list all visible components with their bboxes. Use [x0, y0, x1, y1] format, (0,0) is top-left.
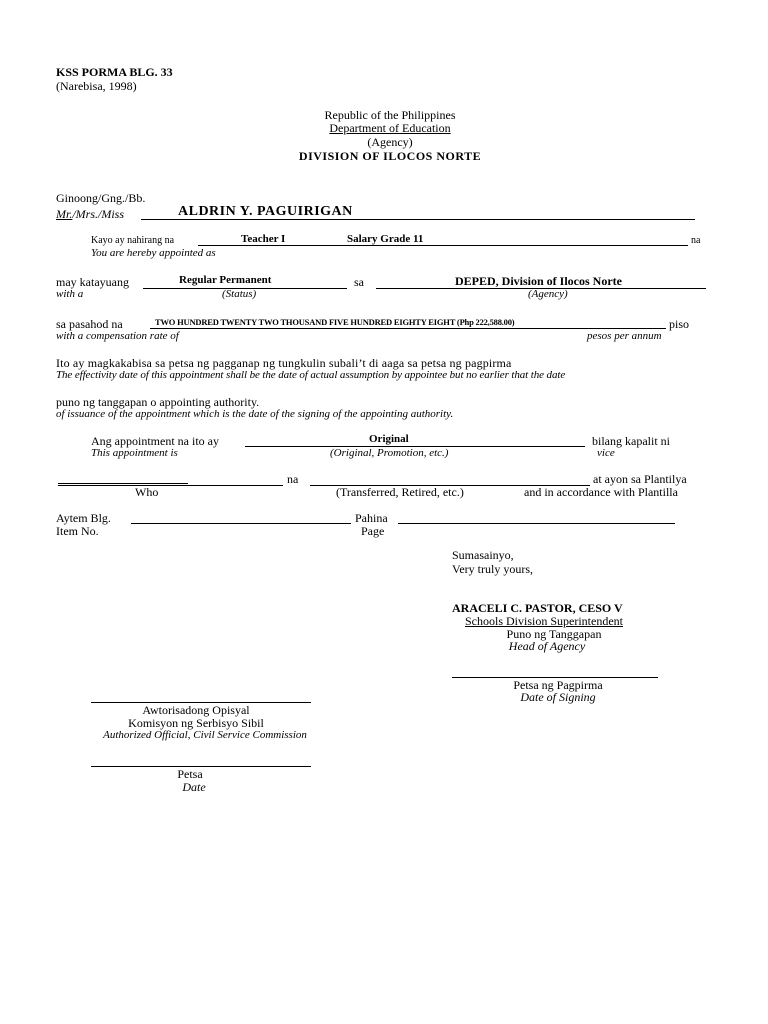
- status-value: Regular Permanent: [179, 274, 272, 286]
- salutation-line: Ginoong/Gng./Bb.: [56, 191, 146, 205]
- appointment-intro-en: You are hereby appointed as: [91, 247, 216, 259]
- who-na: na: [287, 472, 299, 486]
- csc-komisyon: Komisyon ng Serbisyo Sibil: [128, 716, 264, 730]
- compensation-label-en: with a compensation rate of: [56, 330, 179, 342]
- agency-value: DEPED, Division of Ilocos Norte: [455, 274, 622, 288]
- csc-authorized-en: Authorized Official, Civil Service Commission: [103, 729, 307, 741]
- nature-vice: vice: [597, 447, 615, 459]
- compensation-line: [150, 328, 666, 329]
- csc-awtorisado: Awtorisadong Opisyal: [142, 703, 250, 717]
- closing-very-truly: Very truly yours,: [452, 562, 533, 576]
- nature-label-en: This appointment is: [91, 447, 178, 459]
- signatory-head: Head of Agency: [508, 639, 586, 653]
- position-value: Teacher I: [241, 233, 286, 245]
- salary-grade-value: Salary Grade 11: [347, 233, 424, 245]
- header-division: DIVISION OF ILOCOS NORTE: [298, 149, 482, 163]
- effectivity-tl: Ito ay magkakabisa sa petsa ng pagganap ng tungkulin subali’t di aaga sa petsa ng pagpirma: [56, 356, 512, 370]
- form-revision: (Narebisa, 1998): [56, 79, 137, 93]
- nature-bilang: bilang kapalit ni: [592, 434, 670, 448]
- header-department: Department of Education: [329, 121, 451, 135]
- salutation-prefix: Mr./Mrs./Miss: [56, 207, 125, 221]
- nature-label: Ang appointment na ito ay: [91, 434, 219, 448]
- appointee-name: ALDRIN Y. PAGUIRIGAN: [178, 204, 353, 219]
- status-caption: (Status): [222, 288, 257, 300]
- appointment-intro: Kayo ay nahirang na: [91, 235, 175, 246]
- csc-petsa: Petsa: [177, 767, 203, 781]
- compensation-label: sa pasahod na: [56, 317, 123, 331]
- status-sa: sa: [354, 275, 364, 289]
- signatory-title: Schools Division Superintendent: [465, 614, 623, 628]
- form-code: KSS PORMA BLG. 33: [56, 65, 173, 79]
- effectivity-tl2: puno ng tanggapan o appointing authority.: [56, 395, 260, 409]
- status-label-en: with a: [56, 288, 84, 300]
- nature-value: Original: [369, 433, 409, 445]
- csc-date: Date: [182, 780, 206, 794]
- item-aytem: Aytem Blg.: [56, 511, 111, 525]
- effectivity-en: The effectivity date of this appointment shall be the date of actual assumption by appointee but no earlier that the date: [56, 369, 566, 381]
- position-line: [198, 245, 688, 246]
- item-page: Page: [361, 524, 385, 538]
- compensation-amount: TWO HUNDRED TWENTY TWO THOUSAND FIVE HUNDRED EIGHTY EIGHT (Php 222,588.00): [155, 317, 515, 327]
- effectivity-en2: of issuance of the appointment which is the date of the signing of the appointing authority.: [56, 408, 454, 420]
- item-no: Item No.: [56, 524, 99, 538]
- header-agency-label: (Agency): [367, 135, 413, 149]
- who-ayon: at ayon sa Plantilya: [593, 472, 687, 486]
- closing-sumasainyo: Sumasainyo,: [452, 548, 514, 562]
- nature-caption: (Original, Promotion, etc.): [330, 447, 449, 459]
- agency-caption: (Agency): [528, 288, 568, 300]
- item-pahina: Pahina: [355, 511, 388, 525]
- petsa-pagpirma: Petsa ng Pagpirma: [513, 678, 603, 692]
- status-label: may katayuang: [56, 275, 129, 289]
- who-line: [58, 485, 283, 486]
- who-line-bold: [58, 483, 188, 484]
- who-accordance: and in accordance with Plantilla: [524, 485, 678, 499]
- date-of-signing: Date of Signing: [520, 690, 596, 704]
- who-label: Who: [135, 485, 159, 499]
- page-line: [398, 523, 675, 524]
- compensation-pesos-en: pesos per annum: [587, 330, 662, 342]
- signatory-puno: Puno ng Tanggapan: [506, 627, 602, 641]
- header-republic: Republic of the Philippines: [324, 108, 456, 122]
- who-caption: (Transferred, Retired, etc.): [336, 485, 464, 499]
- signatory-name: ARACELI C. PASTOR, CESO V: [452, 601, 623, 615]
- appointee-name-line: [141, 219, 695, 220]
- compensation-piso: piso: [669, 317, 690, 331]
- item-line: [131, 523, 351, 524]
- appointment-na: na: [691, 235, 701, 246]
